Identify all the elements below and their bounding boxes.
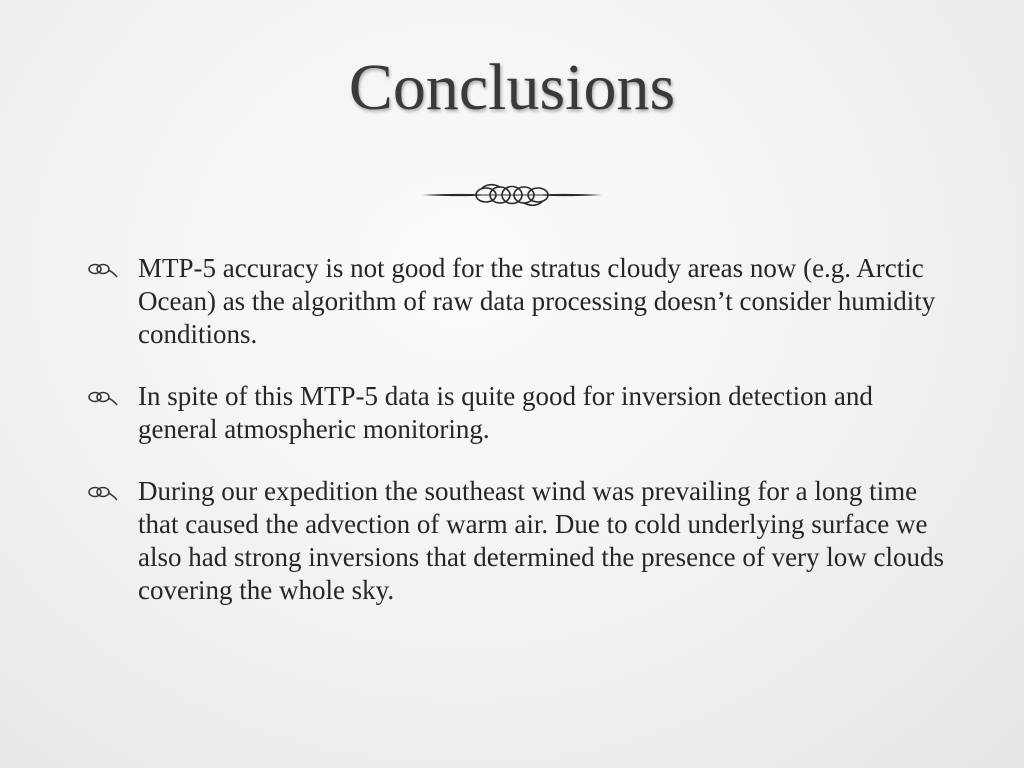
bullet-item [86,475,946,607]
scroll-flourish-icon [420,178,604,212]
infinity-loop-bullet-icon [86,386,120,408]
infinity-loop-bullet-icon [86,481,120,503]
bullet-text: MTP-5 accuracy is not good for the stratus cloudy areas now (e.g. Arctic Ocean) as the algorithm of raw data processing doesn’t consider humidity conditions. [138,253,936,349]
bullet-item [86,380,946,446]
bullet-list [86,252,946,636]
bullet-item [86,252,946,351]
slide-title: Conclusions [348,51,676,124]
bullet-text: In spite of this MTP-5 data is quite good for inversion detection and general atmospheric monitoring. [138,381,873,444]
bullet-text: During our expedition the southeast wind was prevailing for a long time that caused the advection of warm air. Due to cold underlying surface we also had strong inversions that determined the presence of very low clouds covering the whole sky. [138,476,945,605]
infinity-loop-bullet-icon [86,258,120,280]
